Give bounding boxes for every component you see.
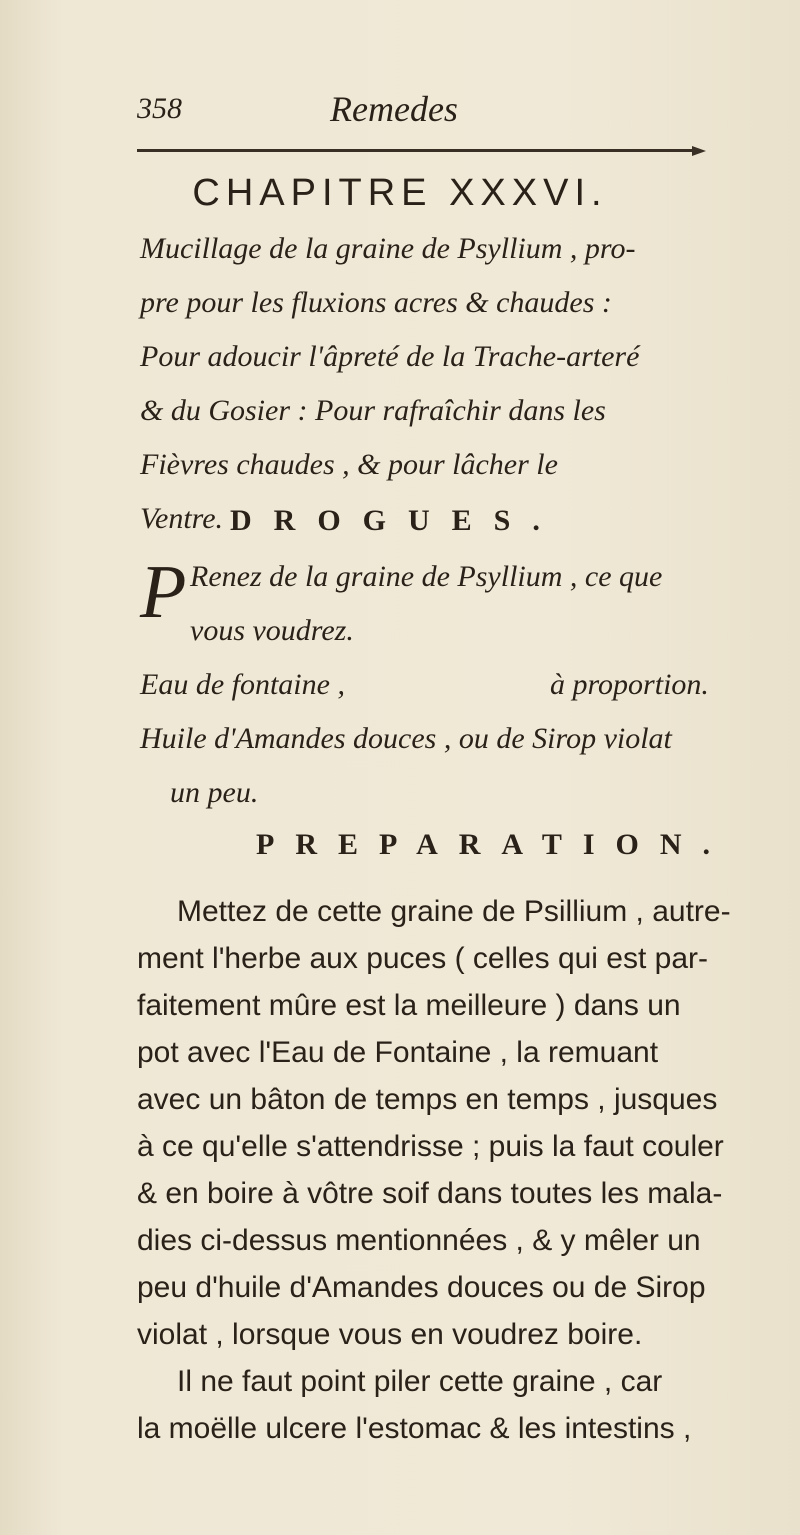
drug-text: Huile d'Amandes douces , ou de Sirop violat [140,722,672,755]
rubric-line: Ventre. [140,502,224,535]
preparation-heading: PREPARATION. [256,828,732,861]
running-head [0,88,800,132]
drug-item-oil-continued [140,776,790,830]
drop-cap: P [140,550,187,634]
rubric-line: Pour adoucir l'âpreté de la Trache-arteré [140,340,640,373]
text-line: pot avec l'Eau de Fontaine , la remuant [137,1036,659,1069]
text-line: Mettez de cette graine de Psillium , autre- [177,895,731,928]
drug-text: un peu. [170,776,259,809]
text-line: avec un bâton de temps en temps , jusques [137,1083,718,1116]
rubric-line: Fièvres chaudes , & pour lâcher le [140,448,558,481]
drug-text: vous voudrez. [190,614,354,647]
preparation-text [137,888,787,1452]
header-rule [137,149,692,152]
drug-text: Eau de fontaine , [140,668,345,701]
drug-item-continued [140,614,790,668]
drug-text: Renez de la graine de Psyllium , ce que [190,560,663,593]
rubric-line: & du Gosier : Pour rafraîchir dans les [140,394,606,427]
text-line: à ce qu'elle s'attendrisse ; puis la faut couler [137,1130,724,1163]
page-number: 358 [137,92,182,125]
text-line: dies ci-dessus mentionnées , & y mêler un [137,1224,701,1257]
drug-item-water [140,668,790,722]
rubric-line: pre pour les fluxions acres & chaudes : [140,286,612,319]
text-line: & en boire à vôtre soif dans toutes les mala- [137,1177,723,1210]
drug-list [140,550,790,830]
text-line: violat , lorsque vous en voudrez boire. [137,1318,643,1351]
text-line: faitement mûre est la meilleure ) dans un [137,989,681,1022]
text-line: ment l'herbe aux puces ( celles qui est par- [137,942,709,975]
chapter-title: CHAPITRE XXXVI. [192,172,608,214]
text-line: la moëlle ulcere l'estomac & les intestins , [137,1412,692,1445]
drug-amount: à proportion. [550,668,709,701]
text-line: peu d'huile d'Amandes douces ou de Sirop [137,1271,706,1304]
drug-item-oil [140,722,790,776]
drogues-heading: DROGUES. [230,504,562,537]
rubric-line: Mucillage de la graine de Psyllium , pro- [140,232,636,265]
text-line: Il ne faut point piler cette graine , car [177,1365,663,1398]
running-title: Remedes [330,89,458,129]
